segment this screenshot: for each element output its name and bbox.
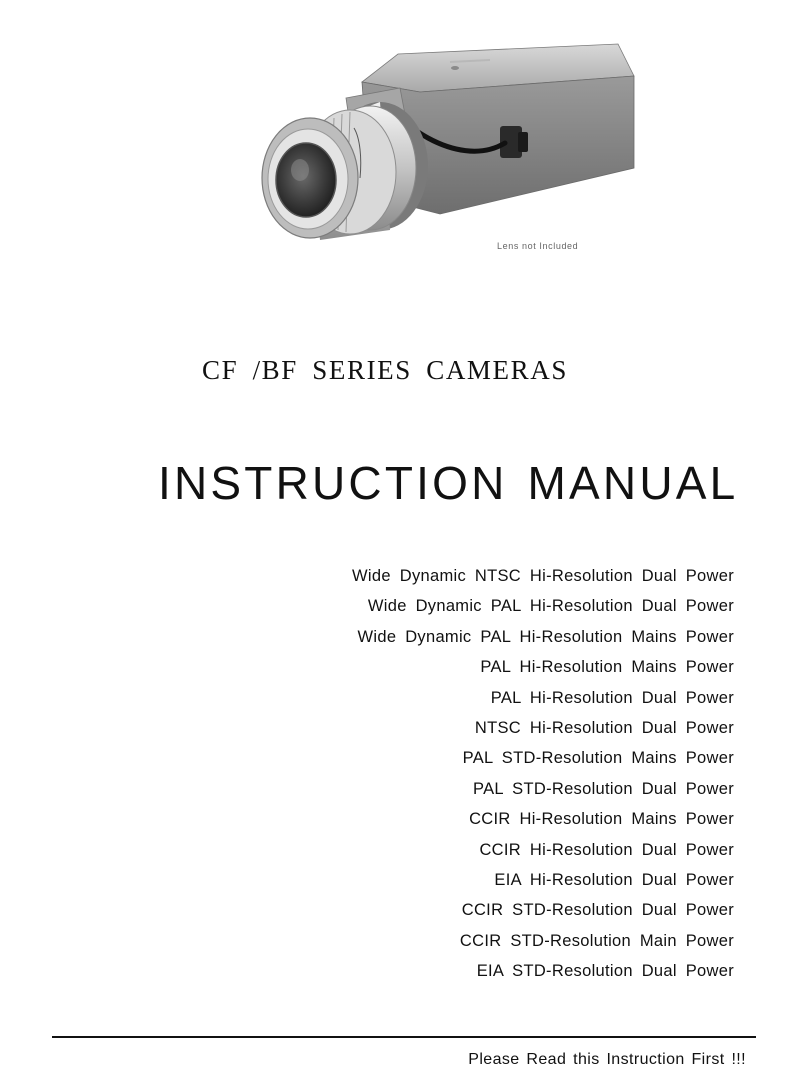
model-list-item: Wide Dynamic NTSC Hi-Resolution Dual Power [352, 567, 734, 585]
model-list-item: EIA Hi-Resolution Dual Power [494, 870, 734, 889]
manual-title: INSTRUCTION MANUAL [158, 457, 739, 509]
model-list-item: CCIR Hi-Resolution Mains Power [469, 810, 734, 829]
model-list-item: CCIR STD-Resolution Main Power [459, 931, 734, 950]
series-title: CF /BF SERIES CAMERAS [202, 355, 568, 385]
footer-note: Please Read this Instruction First !!! [468, 1051, 746, 1068]
model-list-item: EIA STD-Resolution Dual Power [476, 962, 734, 981]
footer-divider [52, 1036, 756, 1038]
model-list [352, 561, 734, 986]
model-list-item: CCIR Hi-Resolution Dual Power [479, 840, 734, 859]
camera-illustration [250, 18, 650, 243]
model-list-item: PAL Hi-Resolution Mains Power [480, 658, 734, 677]
model-list-item: Wide Dynamic PAL Hi-Resolution Mains Power [357, 627, 734, 646]
model-list-item: PAL STD-Resolution Mains Power [462, 749, 734, 768]
model-list-item: NTSC Hi-Resolution Dual Power [474, 718, 734, 737]
model-list-item: Wide Dynamic PAL Hi-Resolution Dual Power [367, 597, 734, 616]
model-list-item: PAL STD-Resolution Dual Power [473, 779, 734, 798]
model-list-item: CCIR STD-Resolution Dual Power [461, 901, 734, 920]
model-list-item: PAL Hi-Resolution Dual Power [490, 688, 734, 707]
lens-note-caption: Lens not Included [497, 241, 579, 251]
